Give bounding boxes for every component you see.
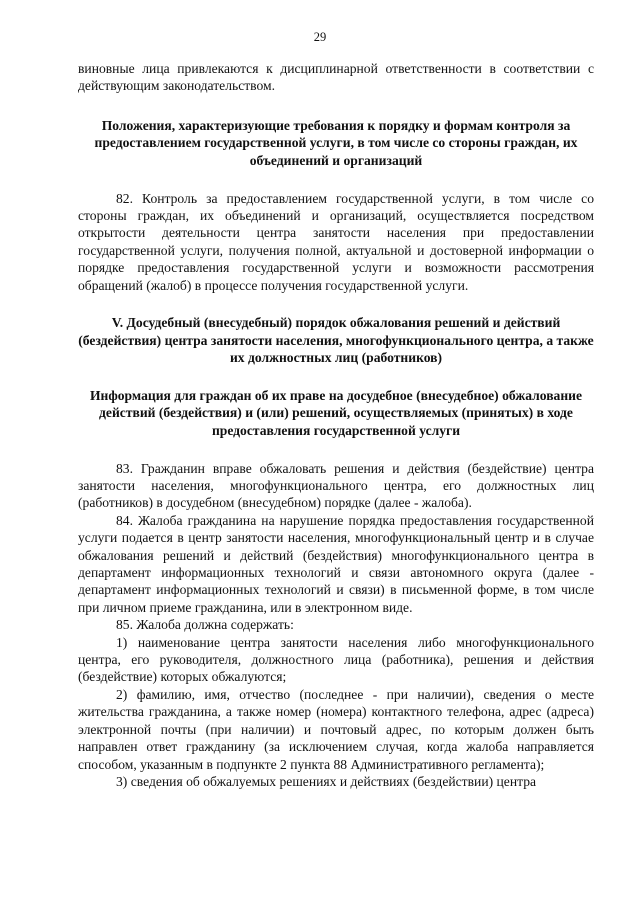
document-body [78,60,594,790]
page-number: 29 [313,30,327,44]
list-item-2: 2) фамилию, имя, отчество (последнее - при наличии), сведения о месте жительства гражданина, а также номер (номера) контактного телефона, адрес (адреса) электронной почты (при наличии) и почтовый адрес, по которым должен быть направлен ответ гражданину (за исключением случая, когда жалоба направляется способом, указанным в подпункте 2 пункта 88 Административного регламента); [78,686,594,772]
list-item-1: 1) наименование центра занятости населения либо многофункционального центра, его руководителя, должностного лица (работника), решения и действия (бездействие) которых обжалуются; [78,634,594,685]
paragraph-83: 83. Гражданин вправе обжаловать решения и действия (бездействие) центра занятости населения, многофункционального центра, его должностных лиц (работников) в досудебном (внесудебном) порядке (далее - жалоба). [78,460,594,511]
heading-section-5: V. Досудебный (внесудебный) порядок обжалования решений и действий (бездействия) центра занятости населения, многофункционального центра, а также их должностных лиц (работников) [78,315,594,366]
paragraph-84: 84. Жалоба гражданина на нарушение порядка предоставления государственной услуги подается в центр занятости населения, многофункциональный центр и в случае обжалования решений и действий (бездействия) многофункционального центра в департамент информационных технологий и связи автономного округа (далее - департамент информационных технологий и связи) в письменной форме, в том числе при личном приеме гражданина, или в электронном виде. [78,512,594,615]
heading-control: Положения, характеризующие требования к порядку и формам контроля за предоставлением государственной услуги, в том числе со стороны граждан, их объединений и организаций [94,117,578,168]
list-item-3: 3) сведения об обжалуемых решениях и действиях (бездействии) центра [116,773,537,789]
paragraph-intro: виновные лица привлекаются к дисциплинарной ответственности в соответствии с действующим законодательством. [78,61,594,94]
heading-info: Информация для граждан об их праве на досудебное (внесудебное) обжалование действий (бездействия) и (или) решений, осуществляемых (принятых) в ходе предоставления государственной услуги [89,387,583,438]
paragraph-85: 85. Жалоба должна содержать: [116,617,294,633]
paragraph-82: 82. Контроль за предоставлением государственной услуги, в том числе со стороны граждан, их объединений и организаций, осуществляется посредством открытости деятельности центра занятости населения при предоставлении государственной услуги, получения полной, актуальной и достоверной информации о порядке предоставления государственной услуги и возможности рассмотрения обращений (жалоб) в процессе получения государственной услуги. [78,190,594,293]
